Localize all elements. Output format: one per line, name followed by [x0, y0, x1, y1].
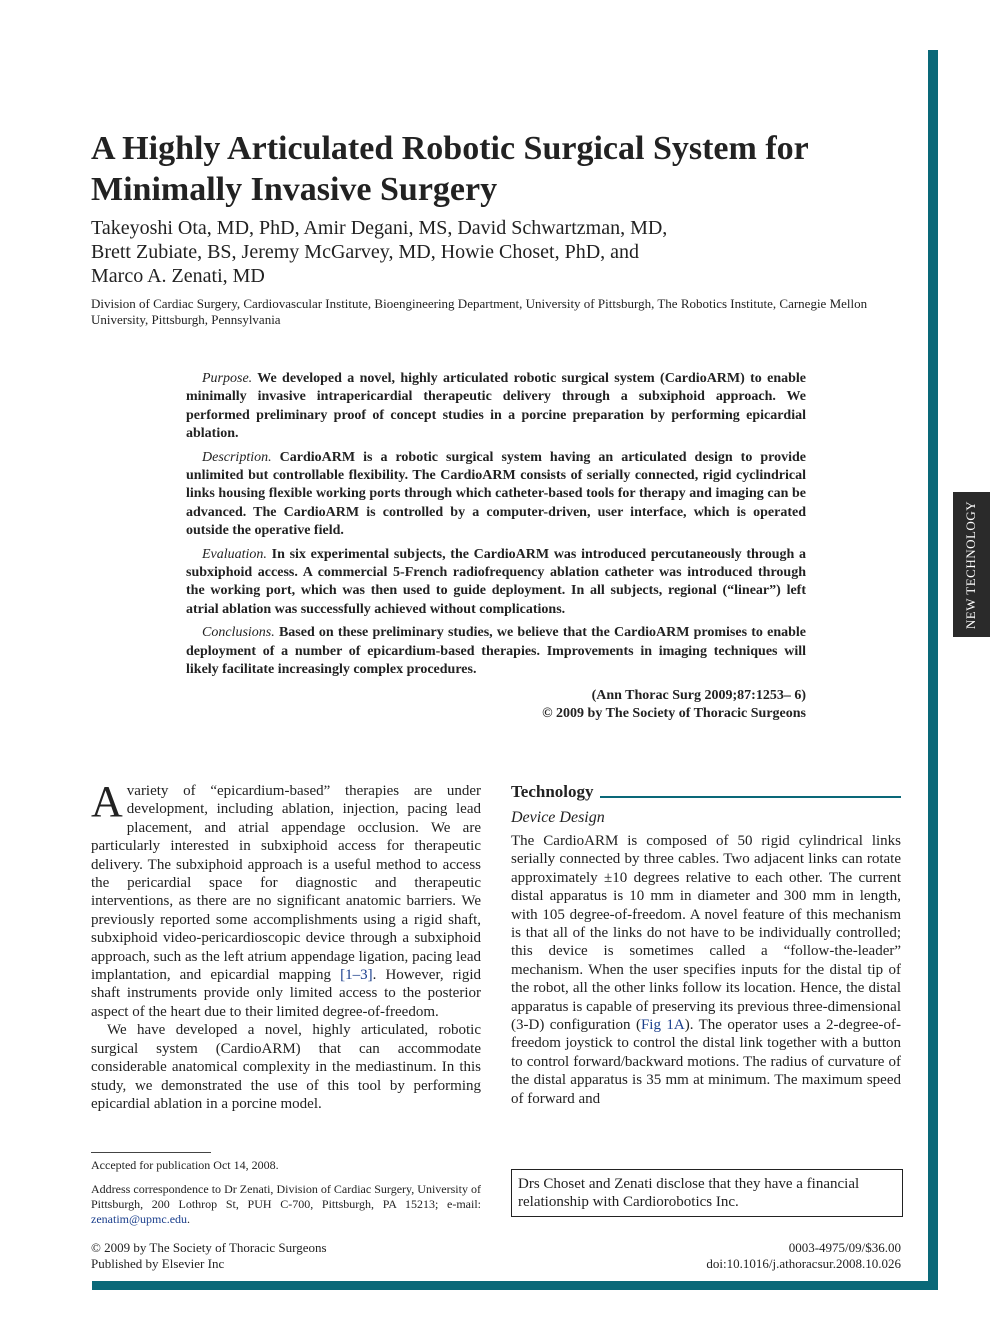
- intro-p1-text-a: variety of “epicardium-based” therapies are under development, including ablation, injection, pacing lead placement, and atrial appendage occlusion. We are particularly interested in subxiphoid access for therapeutic delivery. The subxiphoid approach is a useful method to access the pericardial space for diagnostic and therapeutic interventions, as there are no significant anatomic barriers. We previously reported some accomplishments using a rigid shaft, subxiphoid video-pericardioscopic device through a subxiphoid approach, such as the left atrium appendage ligation, pacing lead implantation, and epicardial mapping: [91, 783, 481, 984]
- footer-doi: doi:10.1016/j.athoracsur.2008.10.026: [706, 1256, 901, 1271]
- footnote-rule: [91, 1152, 211, 1153]
- abstract: [186, 370, 806, 723]
- citation-line: (Ann Thorac Surg 2009;87:1253– 6): [591, 687, 806, 703]
- side-tab-label: NEW TECHNOLOGY: [963, 500, 979, 629]
- intro-paragraph-2: We have developed a novel, highly articulated, robotic surgical system (CardioARM) that can accommodate considerable anatomical complexity in the mediastinum. In this study, we demonstrated the use of this tool by performing epicardial ablation in a porcine model.: [91, 1022, 481, 1112]
- footer-issn: 0003-4975/09/$36.00: [788, 1240, 901, 1255]
- right-accent-bar: [928, 50, 938, 1290]
- drop-cap: A: [91, 777, 123, 826]
- technology-column: [511, 832, 901, 1108]
- technology-heading: [511, 782, 901, 802]
- figure-link[interactable]: Fig 1A: [640, 1017, 685, 1034]
- reference-link[interactable]: [1–3]: [340, 967, 373, 984]
- technology-text-a: The CardioARM is composed of 50 rigid cylindrical links serially connected by three cables. Two adjacent links can rotate approximately ±10 degrees relative to each other. The current distal apparatus is 10 mm in diameter and 300 mm in length, with 105 degree-of-freedom. A novel feature of this mechanism is that all of the links do not have to be individually controlled; this device is sometimes called a “follow-the-leader” mechanism. When the user specifies inputs for the distal tip of the robot, all the other links follow its location. Hence, the distal apparatus is capable of preserving its previous three-dimensional (3-D) configuration (: [511, 833, 901, 1034]
- purpose-label: Purpose.: [202, 371, 253, 386]
- author-line-1: Takeyoshi Ota, MD, PhD, Amir Degani, MS, David Schwartzman, MD,: [91, 217, 668, 239]
- abstract-copyright: © 2009 by The Society of Thoracic Surgeons: [542, 705, 806, 721]
- footer-left: [91, 1240, 327, 1272]
- correspondence-note: [91, 1182, 481, 1227]
- conclusions-text: Based on these preliminary studies, we believe that the CardioARM promises to enable deployment of a number of epicardium-based therapies. Improvements in imaging techniques will likely facilitate increasingly complex procedures.: [186, 625, 806, 678]
- evaluation-label: Evaluation.: [202, 546, 267, 562]
- abstract-conclusions: [186, 624, 806, 679]
- purpose-text: We developed a novel, highly articulated robotic surgical system (CardioARM) to enable minimally invasive intrapericardial therapeutic delivery through a subxiphoid approach. We performed preliminary proof of concept studies in a porcine preparation by performing epicardial ablation.: [186, 371, 807, 442]
- accepted-note: Accepted for publication Oct 14, 2008.: [91, 1158, 279, 1172]
- technology-heading-text: Technology: [511, 782, 594, 801]
- abstract-evaluation: [186, 546, 806, 620]
- email-link[interactable]: zenatim@upmc.edu: [91, 1212, 188, 1226]
- technology-text-b: ). The operator uses a 2-degree-of-freedom joystick to control the distal link together with a button to control forward/backward motions. The radius of curvature of the distal apparatus is 35 mm at minimum. The maximum speed of forward and: [511, 1017, 901, 1107]
- section-side-tab: [953, 492, 990, 637]
- footer-right: [600, 1240, 901, 1272]
- author-list: [91, 216, 911, 288]
- intro-column: [91, 777, 481, 1113]
- author-line-3: Marco A. Zenati, MD: [91, 265, 265, 287]
- conclusions-label: Conclusions.: [202, 625, 275, 641]
- footer-publisher: Published by Elsevier Inc: [91, 1256, 225, 1271]
- bottom-accent-bar: [92, 1281, 938, 1290]
- abstract-description: [186, 449, 806, 541]
- affiliation: Division of Cardiac Surgery, Cardiovascular Institute, Bioengineering Department, University of Pittsburgh, The Robotics Institute, Carnegie Mellon University, Pittsburgh, Pennsylvania: [91, 296, 868, 327]
- description-text: CardioARM is a robotic surgical system having an articulated design to provide unlimited but controllable flexibility. The CardioARM consists of serially connected, rigid cyclindrical links housing flexible working ports through which catheter-based tools for therapy and imaging can be advanced. The CardioARM is controlled by a computer-driven, user interface, which is operated outside the operative field.: [186, 449, 807, 539]
- technology-paragraph: [511, 832, 901, 1108]
- heading-rule: [600, 796, 901, 798]
- intro-p1-text-b: . However, rigid shaft instruments provide only limited access to the posterior aspect of the heart due to their limited degree-of-freedom.: [91, 967, 481, 1020]
- article-title: A Highly Articulated Robotic Surgical System for Minimally Invasive Surgery: [91, 130, 809, 208]
- disclosure-box: Drs Choset and Zenati disclose that they have a financial relationship with Cardiorobotics Inc.: [511, 1169, 903, 1217]
- intro-paragraph-1: [91, 777, 481, 1021]
- description-label: Description.: [202, 449, 272, 465]
- author-line-2: Brett Zubiate, BS, Jeremy McGarvey, MD, Howie Choset, PhD, and: [91, 241, 640, 263]
- correspondence-address: Address correspondence to Dr Zenati, Division of Cardiac Surgery, University of Pittsburgh, 200 Lothrop St, PUH C-700, Pittsburgh, PA 15213; e-mail:: [91, 1182, 481, 1211]
- device-design-subheading: Device Design: [511, 809, 605, 826]
- email-period: .: [187, 1212, 191, 1226]
- journal-citation: [186, 687, 806, 724]
- abstract-purpose: [186, 370, 806, 444]
- footer-copyright: © 2009 by The Society of Thoracic Surgeons: [91, 1240, 327, 1255]
- evaluation-text: In six experimental subjects, the CardioARM was introduced percutaneously through a subxiphoid access. A commercial 5-French radiofrequency ablation catheter was introduced through the working port, which was then used to guide deployment. In all subjects, regional (“linear”) left atrial ablation was successfully achieved without complications.: [186, 546, 807, 617]
